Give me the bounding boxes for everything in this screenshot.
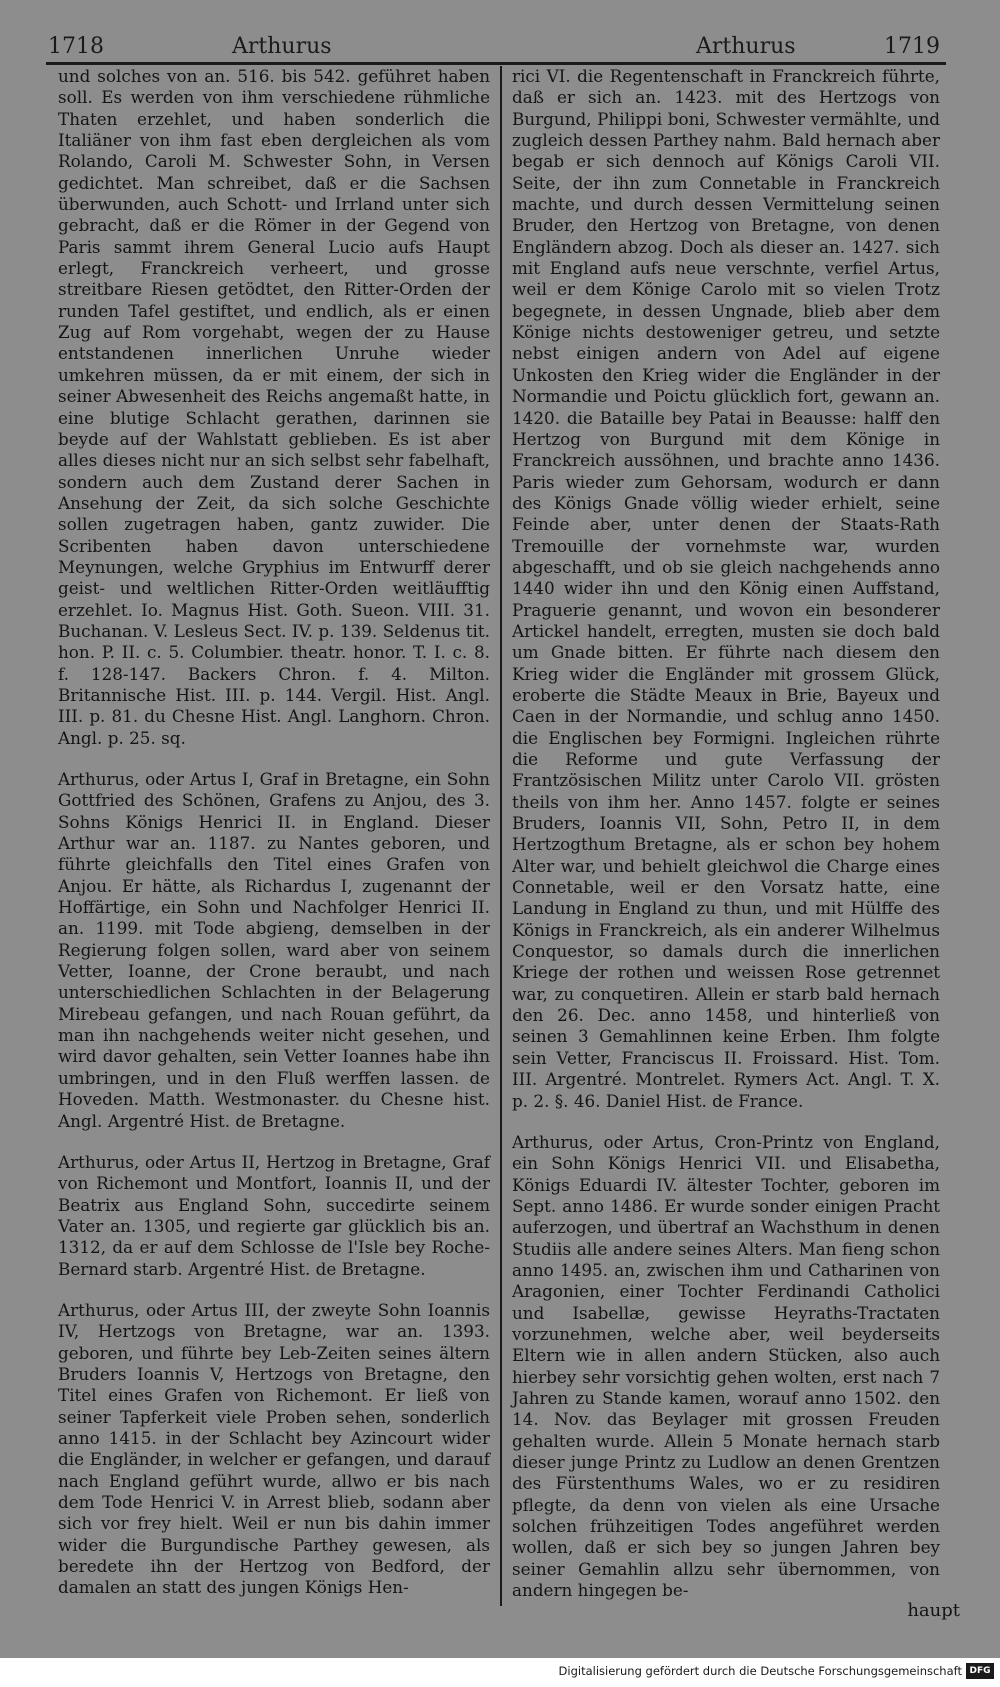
entry-paragraph: Arthurus, oder Artus III, der zweyte Sohn Ioannis IV, Hertzogs von Bretagne, war an. 1393. geboren, und führte bey Leb-Zeiten seines ältern Bruders Ioannis V, Hertzogs von Bretagne, den Titel eines Grafen von Richemont. Er ließ von seiner Tapferkeit viele Proben sehen, sonderlich anno 1415. in der Schlacht bey Azincourt wider die Engländer, in welcher er gefangen, und darauf nach England geführt wurde, allwo er bis nach dem Tode Henrici V. in Arrest blieb, sodann aber sich vor frey hielt. Weil er nun bis dahin immer wider die Burgundische Parthey gewesen, als beredete ihn der Hertzog von Bedford, der damalen an statt des jungen Königs Hen-	[58, 1299, 490, 1598]
catchword: haupt	[907, 1600, 960, 1621]
page-number-left: 1718	[48, 34, 104, 59]
right-column	[512, 66, 940, 1601]
entry-paragraph: Arthurus, oder Artus I, Graf in Bretagne, ein Sohn Gottfried des Schönen, Grafens zu Anjou, des 3. Sohns Königs Henrici II. in England. Dieser Arthur war an. 1187. zu Nantes geboren, und führte gleichfalls den Titel eines Grafen von Anjou. Er hätte, als Richardus I, zugenannt der Hoffärtige, ein Sohn und Nachfolger Henrici II. an. 1199. mit Tode abgieng, demselben in der Regierung folgen sollen, ward aber von seinem Vetter, Ioanne, der Crone beraubt, und nach unterschiedlichen Schlachten in der Belagerung Mirebeau gefangen, und nach Rouan geführt, da man ihn nachgehends weiter nicht gesehen, und wird davor gehalten, sein Vetter Ioannes habe ihn umbringen, und in den Fluß werffen lassen. de Hoveden. Matth. Westmonaster. du Chesne hist. Angl. Argentré Hist. de Bretagne.	[58, 769, 490, 1131]
column-separator	[500, 66, 502, 1606]
entry-paragraph: Arthurus, oder Artus, Cron-Printz von England, ein Sohn Königs Henrici VII. und Elisabetha, Königs Eduardi IV. ältester Tochter, geboren im Sept. anno 1486. Er wurde sonder einigen Pracht auferzogen, und übertraf an Wachsthum in denen Studiis alle andere seines Alters. Man fieng schon anno 1495. an, zwischen ihm und Catharinen von Aragonien, einer Tochter Ferdinandi Catholici und Isabellæ, gewisse Heyraths-Tractaten vorzunehmen, welche aber, weil beyderseits Eltern wie in allen andern Stücken, also auch hierbey sehr vorsichtig gehen wolten, erst nach 7 Jahren zu Stande kamen, worauf anno 1502. den 14. Nov. das Beylager mit grossen Freuden gehalten wurde. Allein 5 Monate hernach starb dieser junge Printz zu Ludlow an denen Grentzen des Fürstenthums Wales, wo er zu residiren pflegte, da denn von vielen als eine Ursache solchen frühzeitigen Todes angeführet werden wollen, daß er sich bey so jungen Jahren bey seiner Gemahlin allzu sehr übernommen, von andern hingegen be-	[512, 1131, 940, 1601]
funding-note: Digitalisierung gefördert durch die Deutsche Forschungsgemeinschaft	[558, 1664, 962, 1678]
page-number-right: 1719	[884, 34, 940, 59]
running-title-left: Arthurus	[232, 34, 332, 59]
footer-bar	[0, 1658, 1000, 1687]
entry-paragraph: rici VI. die Regentenschaft in Franckreich führte, daß er sich an. 1423. mit des Hertzogs von Burgund, Philippi boni, Schwester vermählte, und zugleich dessen Parthey nahm. Bald hernach aber begab er sich dennoch auf Königs Caroli VII. Seite, der ihn zum Connetable in Franckreich machte, und durch dessen Vermittelung seinen Bruder, den Hertzog von Bretagne, von denen Engländern abzog. Doch als dieser an. 1427. sich mit England aufs neue verschnte, verfiel Artus, weil er dem Könige Carolo mit so vielen Trotz begegnete, in dessen Ungnade, blieb aber dem Könige nichts destoweniger getreu, und setzte nebst einigen andern von Adel auf eigene Unkosten den Krieg wider die Engländer in der Normandie und Poictu glücklich fort, gewann an. 1420. die Bataille bey Patai in Beausse: halff den Hertzog von Burgund mit dem Könige in Franckreich aussöhnen, und brachte anno 1436. Paris wieder zum Gehorsam, wodurch er dann des Königs Gnade völlig wieder erhielt, seine Feinde aber, unter denen der Staats-Rath Tremouille der vornehmste war, wurden abgeschafft, und ob sie gleich nachgehends anno 1440 wider ihn und den König einen Auffstand, Praguerie genannt, und wovon ein besonderer Artickel handelt, erregten, musten sie doch bald um Gnade bitten. Er führte nach diesem den Krieg wider die Engländer mit grossem Glück, eroberte die Städte Meaux in Brie, Bayeux und Caen in der Normandie, und schlug anno 1450. die Englischen bey Formigni. Ingleichen rührte die Reforme und gute Verfassung der Frantzösischen Militz unter Carolo VII. grösten theils von ihm her. Anno 1457. folgte er seines Bruders, Ioannis VII, Sohn, Petro II, in dem Hertzogthum Bretagne, als er schon bey hohem Alter war, und behielt gleichwol die Charge eines Connetable, weil er den Vorsatz hatte, eine Landung in England zu thun, und mit Hülffe des Königs in Franckreich, als ein anderer Wilhelmus Conquestor, so damals durch die innerlichen Kriege der rothen und weissen Rose getrennet war, zu conquetiren. Allein er starb bald hernach den 26. Dec. anno 1458, und hinterließ von seinen 3 Gemahlinnen keine Erben. Ihm folgte sein Vetter, Franciscus II. Froissard. Hist. Tom. III. Argentré. Montrelet. Rymers Act. Angl. T. X. p. 2. §. 46. Daniel Hist. de France.	[512, 66, 940, 1111]
entry-paragraph: Arthurus, oder Artus II, Hertzog in Bretagne, Graf von Richemont und Montfort, Ioannis II, und der Beatrix aus England Sohn, succedirte seinem Vater an. 1305, und regierte gar glücklich bis an. 1312, da er auf dem Schlosse de l'Isle bey Roche-Bernard starb. Argentré Hist. de Bretagne.	[58, 1151, 490, 1279]
left-column	[58, 66, 490, 1599]
header-rule	[46, 62, 946, 65]
entry-paragraph: und solches von an. 516. bis 542. geführet haben soll. Es werden von ihm verschiedene rühmliche Thaten erzehlet, und haben sonderlich die Italiäner von ihm fast eben dergleichen als vom Rolando, Caroli M. Schwester Sohn, in Versen gedichtet. Man schreibet, daß er die Sachsen überwunden, auch Schott- und Irrland unter sich gebracht, daß er die Römer in der Gegend von Paris sammt ihrem General Lucio aufs Haupt erlegt, Franckreich verheert, und grosse streitbare Riesen getödtet, den Ritter-Orden der runden Tafel gestiftet, und endlich, als er einen Zug auf Rom vorgehabt, wegen der zu Hause entstandenen innerlichen Unruhe wieder umkehren müssen, da er mit einem, der sich in seiner Abwesenheit des Reichs angemaßt hatte, in eine blutige Schlacht gerathen, darinnen sie beyde auf der Wahlstatt geblieben. Es ist aber alles dieses nicht nur an sich selbst sehr fabelhaft, sondern auch dem Zustand derer Sachen in Ansehung der Zeit, da sich solche Geschichte sollen zugetragen haben, gantz zuwider. Die Scribenten haben davon unterschiedene Meynungen, welche Gryphius im Entwurff derer geist- und weltlichen Ritter-Orden weitläufftig erzehlet. Io. Magnus Hist. Goth. Sueon. VIII. 31. Buchanan. V. Lesleus Sect. IV. p. 139. Seldenus tit. hon. P. II. c. 5. Columbier. theatr. honor. T. I. c. 8. f. 128-147. Backers Chron. f. 4. Milton. Britannische Hist. III. p. 144. Vergil. Hist. Angl. III. p. 81. du Chesne Hist. Angl. Langhorn. Chron. Angl. p. 25. sq.	[58, 66, 490, 748]
dfg-logo-icon: DFG	[966, 1663, 994, 1679]
running-title-right: Arthurus	[696, 34, 796, 59]
